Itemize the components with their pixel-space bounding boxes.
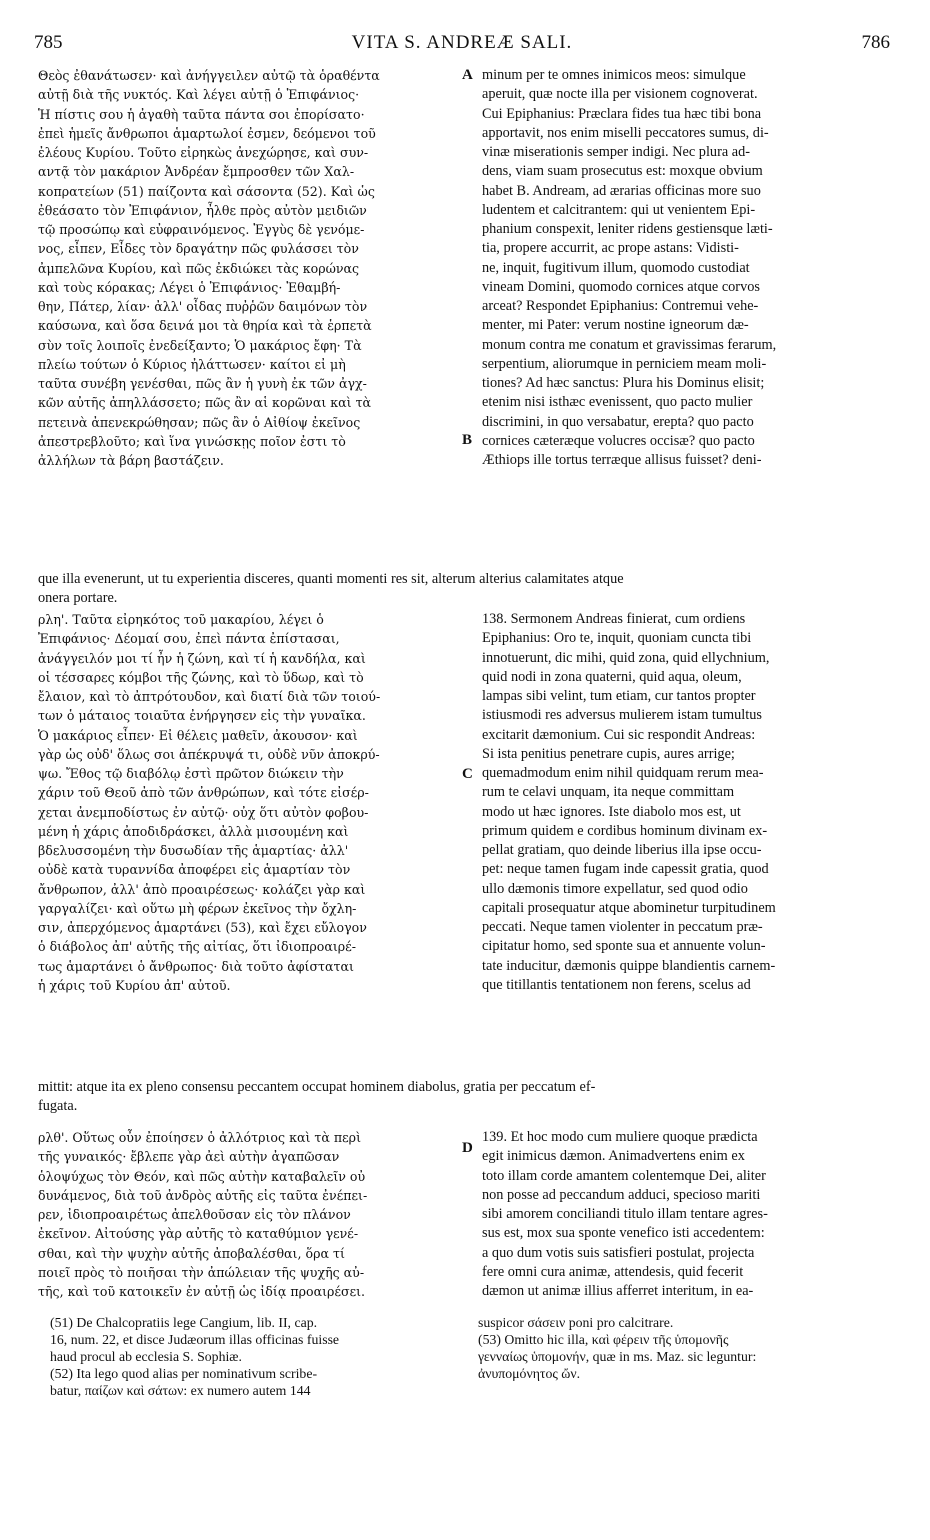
text-line: ἀνάγγειλόν μοι τί ἦν ἡ ζώνη, καὶ τί ἡ κανδήλα, καὶ — [38, 650, 366, 666]
text-line: dens, viam suam prosecutus est: moxque obvium — [482, 163, 763, 180]
text-line: ψω. Ἔθος τῷ διαβόλῳ ἐστὶ πρῶτον διώκειν τὴν — [38, 766, 344, 781]
text-line: οὐδὲ κατὰ τυραννίδα ἀποφέρει εἰς ἁμαρτίαν τὸν — [38, 862, 351, 878]
footnotes-left — [50, 1314, 470, 1399]
text-line: aperuit, quæ nocte illa per visionem cognoverat. — [482, 86, 758, 103]
text-line: Cui Epiphanius: Præclara fides tua hæc tibi bona — [482, 105, 762, 122]
text-line: suspicor σάσειν poni pro calcitrare. — [478, 1315, 674, 1330]
footnotes-right — [478, 1314, 898, 1382]
text-line: peccati. Neque tamen violenter in peccatum præ- — [482, 919, 763, 935]
text-line: χάριν τοῦ Θεοῦ ἀπὸ τῶν ἀνθρώπων, καὶ τότε εἰσέρ- — [38, 785, 369, 801]
latin-column-section-3 — [482, 1128, 894, 1301]
text-line: 16, num. 22, et disce Judæorum illas officinas fuisse — [50, 1332, 340, 1347]
text-line: ρλθ'. Οὕτως οὖν ἐποίησεν ὁ ἀλλότριος καὶ τὰ περὶ — [38, 1130, 362, 1145]
text-line: cornices cæteræque volucres occisæ? quo pacto — [482, 432, 755, 449]
text-line: ἀπεστρεβλοῦτο; καὶ ἵνα γινώσκῃς ποῖον ἐστι τὸ — [38, 433, 346, 449]
text-line: Θεὸς ἐθανάτωσεν· καὶ ἀνήγγειλεν αὐτῷ τὰ ὁραθέντα — [38, 68, 380, 83]
text-line: πλείω τούτων ὁ Κύριος ἠλάττωσεν· καίτοι εἰ μὴ — [38, 356, 346, 372]
text-line: γαργαλίζει· καὶ οὕτω μὴ φέρων ἐκεῖνος τὴν ὄχλη- — [38, 900, 357, 916]
text-line: γενναίως ὑπομονήν, quæ in ms. Maz. sic leguntur: — [478, 1349, 757, 1364]
text-line: Ἡ πίστις σου ἡ ἀγαθὴ ταῦτα πάντα σοι ἐπορίσατο· — [38, 106, 365, 122]
text-line: egit inimicus dæmon. Animadvertens enim ex — [482, 1148, 745, 1165]
running-title: VITA S. ANDREÆ SALI. — [351, 32, 573, 53]
text-line: τῷ προσώπῳ καὶ εὐφραινόμενος. Ἐγγὺς δὲ γενόμε- — [38, 222, 365, 237]
text-line: καὶ τοὺς κόρακας; Λέγει ὁ Ἐπιφάνιος· Ἐθαμβή- — [38, 279, 341, 295]
latin-column-section-1 — [482, 66, 894, 470]
text-line: ἐλέους Κυρίου. Τοῦτο εἰρηκὼς ἀνεχώρησε, καὶ συν- — [38, 145, 369, 160]
text-line: pet: neque tamen fugam inde capessit gratia, quod — [482, 861, 769, 878]
text-line: Ὁ μακάριος εἶπεν· Εἰ θέλεις μαθεῖν, ἀκουσον· καὶ — [38, 727, 358, 743]
text-line: τῆς, καὶ τοῦ κατοικεῖν ἐν αὐτῇ ὡς ἰδίᾳ προαιρέσει. — [38, 1284, 366, 1299]
text-line: (52) Ita lego quod alias per nominativum scribe- — [50, 1366, 318, 1381]
text-line: ὁ διάβολος ἀπ' αὐτῆς τῆς αἰτίας, ὅτι ἰδιοπροαιρέ- — [38, 939, 356, 955]
page-header — [34, 32, 890, 62]
text-line: ἔλαιον, καὶ τὸ ἀπτρότουδον, καὶ διατί διὰ τῶν τοιού- — [38, 689, 381, 704]
margin-marker-a: A — [462, 67, 473, 83]
text-line: lampas sibi velint, tum etiam, cur tantos propter — [482, 688, 756, 704]
text-line: fugata. — [38, 1098, 78, 1115]
text-line: δυνάμενος, διὰ τοῦ ἀνδρὸς αὐτῆς εἰς ταῦτα ἐνέπει- — [38, 1187, 368, 1203]
text-line: κοπρατείων (51) παίζοντα καὶ σάσοντα (52). Καὶ ὡς — [38, 183, 375, 199]
text-line: quid nodi in zona quaterni, quid aqua, oleum, — [482, 668, 742, 685]
text-line: monum contra me conatum et gravissimas ferarum, — [482, 336, 777, 353]
text-line: que illa evenerunt, ut tu experientia disceres, quanti momenti res sit, alterum alterius calamitates atque — [38, 571, 624, 587]
text-line: tate inducitur, dæmonis quippe blandientis carnem- — [482, 957, 776, 974]
text-line: que titillantis tentationem non ferens, scelus ad — [482, 976, 751, 993]
text-line: θην, Πάτερ, λίαν· ἀλλ' οἶδας πυῤῥῶν δαιμόνων τὸν — [38, 299, 368, 314]
text-line: ἀλλήλων τὰ βάρη βαστάζειν. — [38, 453, 224, 468]
text-line: ταῦτα συνέβη γενέσθαι, πῶς ἂν ἡ γυνὴ ἐκ τῶν ἀγχ- — [38, 376, 367, 391]
text-line: τως ἁμαρτάνει ὁ ἄνθρωπος· διὰ τοῦτο ἀφίσταται — [38, 958, 354, 974]
text-line: 138. Sermonem Andreas finierat, cum ordiens — [482, 611, 746, 627]
text-line: modo ut hæc ignores. Iste diabolo mos est, ut — [482, 803, 741, 820]
text-line: batur, παίζων καὶ σάτων: ex numero autem 144 — [50, 1383, 311, 1398]
text-line: σὺν τοῖς λοιποῖς ἐνεδείξαντο; Ὁ μακάριος ἔφη· Τὰ — [38, 337, 362, 353]
text-line: Æthiops ille tortus terræque allisus fuisset? deni- — [482, 452, 762, 468]
text-line: καύσωνα, καὶ ὅσα δεινά μοι τὰ θηρία καὶ τὰ ἑρπετὰ — [38, 318, 372, 334]
text-line: των ὁ μάταιος τοιαῦτα ἐνήργησεν εἰς τὴν γυναῖκα. — [38, 708, 366, 724]
text-line: (51) De Chalcopratiis lege Cangium, lib. II, cap. — [50, 1315, 318, 1330]
text-line: ρλη'. Ταῦτα εἰρηκότος τοῦ μακαρίου, λέγει ὁ — [38, 612, 324, 627]
greek-column-section-3 — [38, 1128, 474, 1301]
text-line: βδελυσσομένη τὴν δυσωδίαν τῆς ἁμαρτίας· ἀλλ' — [38, 843, 349, 858]
text-line: σθαι, καὶ τὴν ψυχὴν αὐτῆς ἀποβαλέσθαι, ὅρα τί — [38, 1245, 345, 1261]
text-line: quemadmodum enim nihil quidquam rerum mea- — [482, 765, 764, 781]
text-line: ἀνυπομόνητος ὤν. — [478, 1366, 581, 1381]
text-line: menter, mi Pater: verum nostine igneorum dæ- — [482, 317, 749, 334]
text-line: arceat? Respondet Epiphanius: Contremui vehe- — [482, 298, 759, 314]
text-line: ποιεῖ πρὸς τὸ ποιῆσαι τὴν ἀπώλειαν τῆς ψυχῆς αὐ- — [38, 1264, 365, 1280]
text-line: cipitatur homo, sed sponte sua et annuente volun- — [482, 938, 766, 955]
text-line: discrimini, in quo versabatur, erepta? quo pacto — [482, 413, 754, 430]
text-line: toto illam corde amantem colentemque Dei, aliter — [482, 1167, 766, 1184]
text-line: γὰρ ὡς οὐδ' ὅλως σοι ἀπέκρυψά τι, οὐδὲ νῦν ἀποκρύ- — [38, 746, 380, 762]
text-line: ne, inquit, fugitivum illum, quomodo custodiat — [482, 259, 750, 276]
text-line: Si ista penitius penetrare cupis, aures arrige; — [482, 745, 735, 762]
text-line: ὁλοψύχως τὸν Θεόν, καὶ πῶς αὐτὴν καταβαλεῖν οὐ — [38, 1168, 366, 1184]
text-line: a quo dum votis suis satisfieri postulat, projecta — [482, 1244, 755, 1261]
margin-marker-d: D — [462, 1140, 473, 1156]
greek-column-section-2 — [38, 610, 474, 995]
text-line: (53) Omitto hic illa, καὶ φέρειν τῆς ὑπομονῆς — [478, 1332, 729, 1347]
text-line: fere omni cura animæ, attendesis, quid fecerit — [482, 1263, 744, 1280]
text-line: αὐτῇ διὰ τῆς νυκτός. Καὶ λέγει αὐτῇ ὁ Ἐπιφάνιος· — [38, 87, 360, 103]
text-line: μένη ἡ χάρις ἀποδιδράσκει, ἀλλὰ μισουμένη καὶ — [38, 823, 349, 839]
page-number-left: 785 — [34, 32, 63, 53]
text-line: dæmon ut animæ illius afferret interitum, in ea- — [482, 1283, 754, 1299]
text-line: apportavit, nos enim miselli peccatores sumus, di- — [482, 124, 769, 141]
text-line: ἐπεὶ ἡμεῖς ἄνθρωποι ἁμαρτωλοί ἐσμεν, δεόμενοι τοῦ — [38, 125, 376, 141]
text-line: vineam Domini, quomodo cornices atque corvos — [482, 278, 760, 295]
text-line: sibi amorem conciliandi titulo illam tentare agres- — [482, 1206, 768, 1222]
page-number-right: 786 — [861, 32, 890, 53]
text-line: σιν, ἀπερχόμενος ἁμαρτάνει (53), καὶ ἔχει εὔλογον — [38, 920, 367, 935]
latin-column-section-2 — [482, 610, 894, 995]
margin-marker-c: C — [462, 766, 473, 782]
text-line: habet B. Andream, ad ærarias officinas more suo — [482, 182, 761, 199]
text-line: tia, propere accurrit, ac prope astans: Vidisti- — [482, 240, 739, 257]
text-line: ludentem et calcitrantem: qui ut venientem Epi- — [482, 201, 756, 218]
text-line: onera portare. — [38, 590, 118, 607]
text-line: ἀμπελῶνα Κυρίου, καὶ πῶς ἐκδιώκει τὰς κορώνας — [38, 260, 360, 276]
text-line: istiusmodi res adversus mulierem istam tumultus — [482, 707, 762, 724]
full-width-text-section-1 — [38, 570, 893, 609]
text-line: χεται ἀνεμποδίστως ἐν αὐτῷ· οὐχ ὅτι αὐτὸν φοβου- — [38, 804, 369, 820]
text-line: mittit: atque ita ex pleno consensu peccantem occupat hominem diabolus, gratia per peccatum ef- — [38, 1079, 596, 1095]
text-line: πετεινὰ ἀπενεκρώθησαν; πῶς ἂν ὁ Αἰθίοψ ἐκεῖνος — [38, 414, 361, 430]
text-line: capitali prosequatur atque abominetur turpitudinem — [482, 899, 776, 916]
text-line: αντᾷ τὸν μακάριον Ἀνδρέαν ἔμπροσθεν τῶν Χαλ- — [38, 164, 355, 180]
text-line: κῶν αὐτῆς ἀπηλλάσσετο; πῶς ἂν αἱ κορῶναι καὶ τὰ — [38, 395, 372, 411]
text-line: serpentium, aliorumque in perniciem meam moli- — [482, 355, 767, 372]
margin-marker-b: B — [462, 432, 473, 448]
text-line: ἐκεῖνον. Αἰτούσης γὰρ αὐτῆς τὸ καταθύμιον γενέ- — [38, 1226, 359, 1242]
text-line: ἄνθρωπον, ἀλλ' ἀπὸ προαιρέσεως· κολάζει γὰρ καὶ — [38, 881, 366, 897]
full-width-text-section-2 — [38, 1078, 893, 1117]
text-line: ρεν, ἰδιοπροαιρέτως ἀπελθοῦσαν εἰς τὸν πλάνον — [38, 1207, 351, 1222]
text-line: minum per te omnes inimicos meos: simulque — [482, 67, 746, 83]
text-line: non posse ad peccandum adduci, specioso mariti — [482, 1186, 761, 1203]
text-line: phanium conspexit, leniter ridens gestiensque læti- — [482, 221, 773, 237]
text-line: ullo dæmonis timore expellatur, sed quod odio — [482, 880, 748, 897]
text-line: sus est, mox sua sponte venefico isti accedentem: — [482, 1225, 765, 1242]
text-line: ἐθεάσατο τὸν Ἐπιφάνιον, ἦλθε πρὸς αὐτὸν μειδιῶν — [38, 202, 367, 218]
text-line: νος, εἶπεν, Εἶδες τὸν δραγάτην πῶς φυλάσσει τὸν — [38, 241, 359, 257]
text-line: etenim nisi isthæc evenissent, quo pacto mulier — [482, 394, 753, 411]
text-line: tiones? Ad hæc sanctus: Plura his Dominus elisit; — [482, 375, 765, 391]
text-line: Ἐπιφάνιος· Δέομαί σου, ἐπεὶ πάντα ἐπίστασαι, — [38, 631, 340, 647]
text-line: vinæ miserationis semper indigi. Nec plura ad- — [482, 144, 751, 160]
text-line: excitarit dæmonium. Cui sic respondit Andreas: — [482, 726, 756, 743]
text-line: ἡ χάρις τοῦ Κυρίου ἀπ' αὐτοῦ. — [38, 977, 231, 993]
text-line: τῆς γυναικός· ἔβλεπε γὰρ ἀεὶ αὐτὴν ἀγαπῶσαν — [38, 1149, 340, 1165]
text-line: rum te celavi unquam, ita neque committam — [482, 784, 735, 801]
text-line: Epiphanius: Oro te, inquit, quoniam cuncta tibi — [482, 630, 752, 647]
greek-column-section-1 — [38, 66, 474, 470]
text-line: innotuerunt, dic mihi, quid zona, quid ellychnium, — [482, 649, 770, 666]
text-line: haud procul ab ecclesia S. Sophiæ. — [50, 1349, 242, 1364]
text-line: οἱ τέσσαρες κόμβοι τῆς ζώνης, καὶ τὸ ὕδωρ, καὶ τὸ — [38, 669, 364, 685]
text-line: 139. Et hoc modo cum muliere quoque prædicta — [482, 1129, 758, 1145]
text-line: pellat gratiam, quo deinde liberius illa ipse occu- — [482, 842, 762, 858]
text-line: primum quidem e cordibus hominum divinam ex- — [482, 822, 768, 839]
